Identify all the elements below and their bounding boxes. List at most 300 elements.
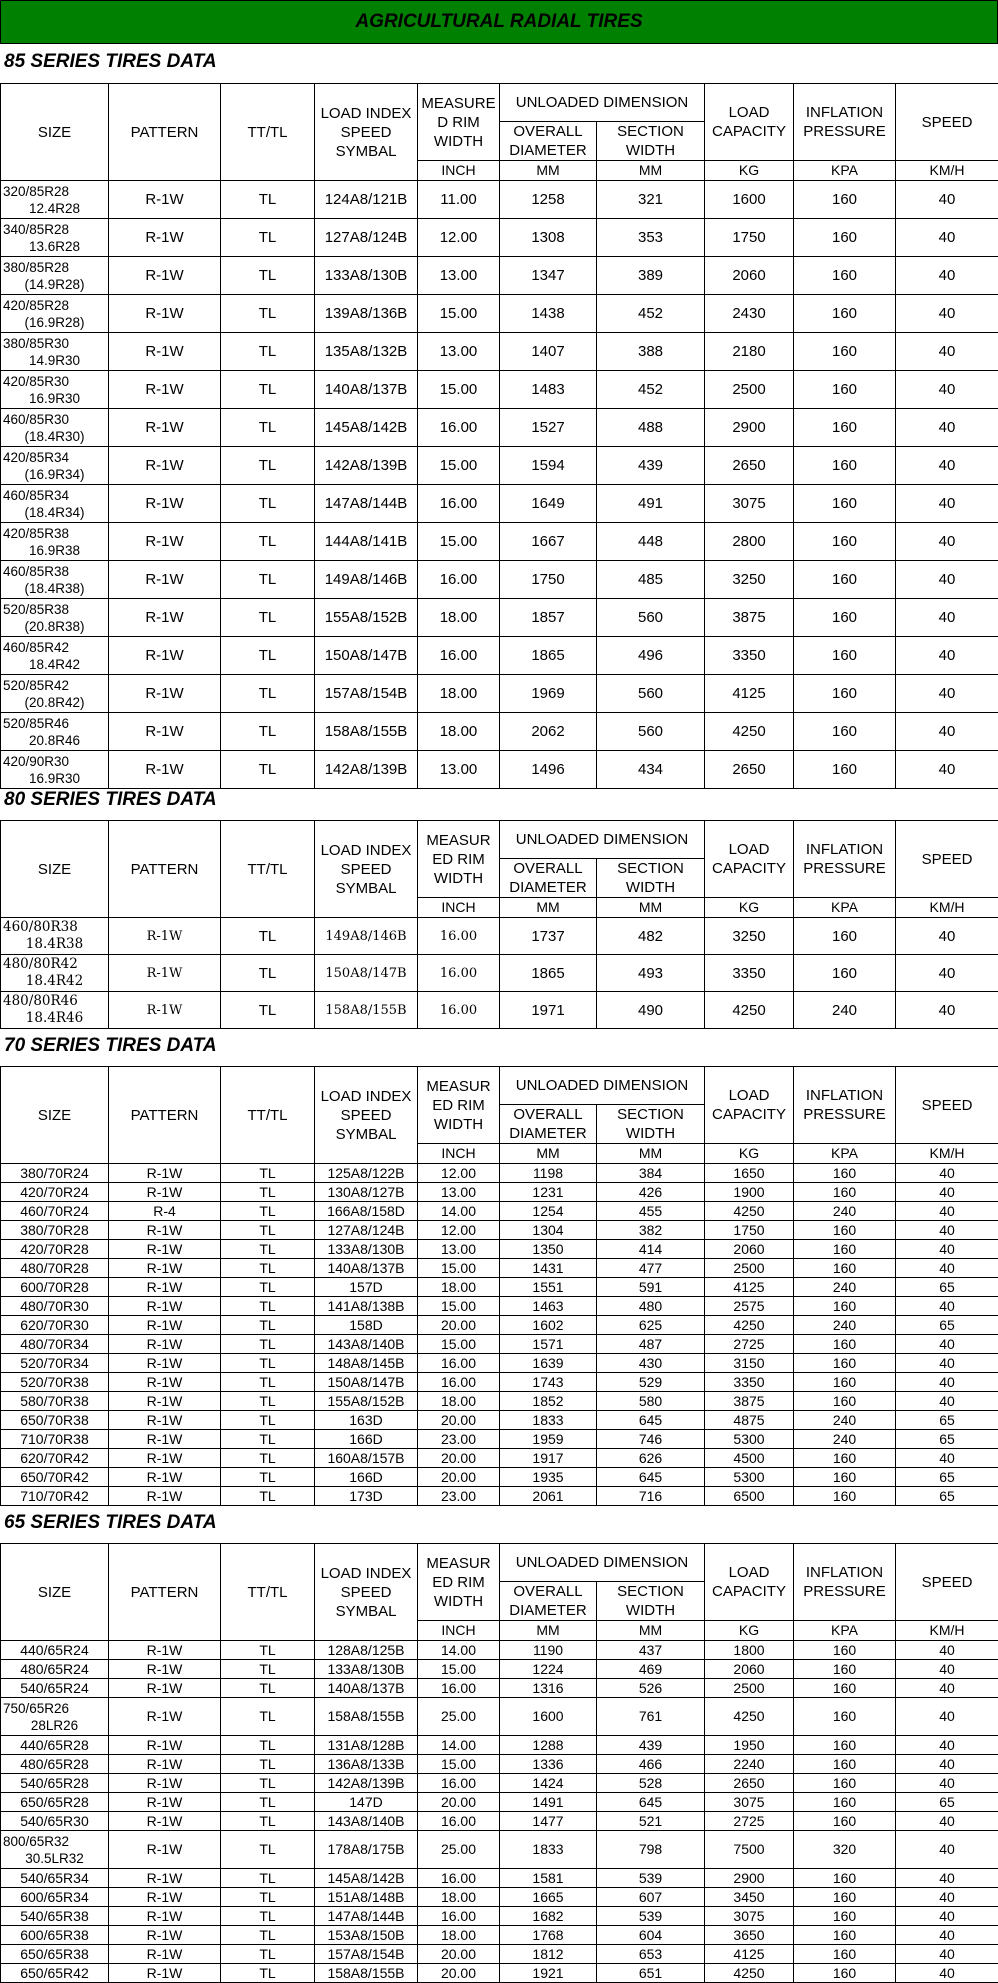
cell-overall-diameter: 1258 [500,181,597,219]
cell-rim-width: 12.00 [418,219,500,257]
cell-pattern: R-1W [109,1392,221,1411]
cell-load-index: 143A8/140B [315,1812,418,1831]
size-alt: 20.8R46 [1,732,108,749]
cell-inflation-pressure: 160 [794,1354,896,1373]
cell-tt-tl: TL [221,1641,315,1660]
cell-tt-tl: TL [221,561,315,599]
table-row [1,1164,998,1183]
cell-rim-width: 16.00 [418,1869,500,1888]
cell-section-width: 430 [597,1354,705,1373]
table-row [1,1430,998,1449]
cell-pattern: R-1W [109,1221,221,1240]
cell-overall-diameter: 1852 [500,1392,597,1411]
cell-inflation-pressure: 160 [794,1259,896,1278]
cell-load-index: 147D [315,1793,418,1812]
cell-rim-width: 15.00 [418,295,500,333]
cell-speed: 40 [896,1907,998,1926]
cell-load-capacity: 4125 [705,1945,794,1964]
cell-section-width: 414 [597,1240,705,1259]
cell-pattern: R-1W [109,1487,221,1506]
cell-rim-width: 16.00 [418,485,500,523]
cell-tt-tl: TL [221,992,315,1029]
table-row [1,1945,998,1964]
header-rim-width: MEASURE D RIM WIDTH [418,84,500,161]
header-size: SIZE [1,1067,109,1164]
cell-size [1,675,109,713]
table-row [1,1926,998,1945]
cell-load-capacity: 1750 [705,1221,794,1240]
cell-overall-diameter: 1424 [500,1774,597,1793]
cell-inflation-pressure: 160 [794,1945,896,1964]
cell-size [1,1831,109,1869]
unit-label: KPA [794,1621,896,1641]
cell-load-capacity: 5300 [705,1430,794,1449]
header-overall-diameter: OVERALL DIAMETER [500,122,597,161]
cell-speed: 40 [896,1297,998,1316]
header-inflation-pressure: INFLATION PRESSURE [794,1544,896,1621]
size-alt: 16.9R30 [1,390,108,407]
cell-size [1,637,109,675]
cell-load-capacity: 4125 [705,675,794,713]
cell-tt-tl: TL [221,1468,315,1487]
cell-tt-tl: TL [221,1831,315,1869]
cell-inflation-pressure: 160 [794,1812,896,1831]
cell-rim-width: 16.00 [418,409,500,447]
cell-size: 480/70R28 [1,1259,109,1278]
cell-load-index: 173D [315,1487,418,1506]
cell-overall-diameter: 1959 [500,1430,597,1449]
cell-overall-diameter: 1231 [500,1183,597,1202]
cell-speed: 40 [896,561,998,599]
cell-tt-tl: TL [221,1487,315,1506]
cell-tt-tl: TL [221,1240,315,1259]
header-pattern: PATTERN [109,821,221,918]
cell-load-index: 133A8/130B [315,1240,418,1259]
cell-tt-tl: TL [221,1812,315,1831]
cell-rim-width: 15.00 [418,1755,500,1774]
unit-label: KPA [794,161,896,181]
table-row [1,1641,998,1660]
cell-overall-diameter: 1921 [500,1964,597,1983]
cell-size [1,295,109,333]
cell-section-width: 455 [597,1202,705,1221]
cell-load-capacity: 4250 [705,992,794,1029]
cell-size: 650/70R42 [1,1468,109,1487]
cell-speed: 40 [896,599,998,637]
cell-rim-width: 13.00 [418,333,500,371]
cell-rim-width: 25.00 [418,1698,500,1736]
cell-load-index: 124A8/121B [315,181,418,219]
header-size: SIZE [1,821,109,918]
cell-load-capacity: 1600 [705,181,794,219]
cell-load-capacity: 7500 [705,1831,794,1869]
cell-pattern: R-1W [109,409,221,447]
cell-overall-diameter: 1649 [500,485,597,523]
cell-overall-diameter: 1833 [500,1411,597,1430]
cell-speed: 40 [896,371,998,409]
cell-tt-tl: TL [221,523,315,561]
cell-size: 460/70R24 [1,1202,109,1221]
table-row [1,1907,998,1926]
cell-rim-width: 16.00 [418,918,500,955]
cell-load-index: 143A8/140B [315,1335,418,1354]
cell-overall-diameter: 1431 [500,1259,597,1278]
cell-rim-width: 18.00 [418,1392,500,1411]
size-metric: 380/85R30 [1,335,108,352]
cell-speed: 40 [896,1755,998,1774]
cell-speed: 40 [896,447,998,485]
cell-tt-tl: TL [221,955,315,992]
cell-speed: 40 [896,1183,998,1202]
cell-load-index: 147A8/144B [315,1907,418,1926]
cell-rim-width: 15.00 [418,447,500,485]
cell-speed: 40 [896,751,998,789]
cell-pattern: R-1W [109,1755,221,1774]
cell-speed: 65 [896,1487,998,1506]
cell-load-capacity: 2180 [705,333,794,371]
cell-size: 600/70R28 [1,1278,109,1297]
cell-pattern: R-1W [109,1430,221,1449]
unit-label: KG [705,1621,794,1641]
cell-inflation-pressure: 160 [794,1641,896,1660]
cell-overall-diameter: 1198 [500,1164,597,1183]
cell-tt-tl: TL [221,1202,315,1221]
unit-label: MM [500,1144,597,1164]
cell-overall-diameter: 1551 [500,1278,597,1297]
table-row [1,1793,998,1812]
header-load-index: LOAD INDEX SPEED SYMBAL [315,84,418,181]
unit-label: MM [597,1621,705,1641]
cell-size: 540/65R24 [1,1679,109,1698]
cell-section-width: 761 [597,1698,705,1736]
tires-table [0,1066,998,1506]
cell-pattern: R-1W [109,1812,221,1831]
table-row [1,637,998,675]
size-alt: (16.9R34) [1,466,108,483]
cell-inflation-pressure: 160 [794,1869,896,1888]
header-size: SIZE [1,84,109,181]
cell-overall-diameter: 1971 [500,992,597,1029]
header-row [1,1544,998,1582]
cell-inflation-pressure: 160 [794,485,896,523]
cell-section-width: 496 [597,637,705,675]
cell-overall-diameter: 1491 [500,1793,597,1812]
size-metric: 460/85R38 [1,563,108,580]
unit-label: KM/H [896,1144,998,1164]
cell-size: 380/70R28 [1,1221,109,1240]
cell-pattern: R-1W [109,295,221,333]
size-alt: 13.6R28 [1,238,108,255]
cell-inflation-pressure: 160 [794,751,896,789]
cell-speed: 40 [896,257,998,295]
cell-load-index: 135A8/132B [315,333,418,371]
cell-rim-width: 18.00 [418,1926,500,1945]
cell-rim-width: 18.00 [418,1888,500,1907]
cell-inflation-pressure: 160 [794,1679,896,1698]
cell-tt-tl: TL [221,1354,315,1373]
cell-load-capacity: 3150 [705,1354,794,1373]
cell-section-width: 528 [597,1774,705,1793]
cell-load-index: 157D [315,1278,418,1297]
cell-rim-width: 13.00 [418,1240,500,1259]
cell-section-width: 645 [597,1793,705,1812]
section-title: 65 SERIES TIRES DATA [4,1508,217,1538]
table-row [1,751,998,789]
cell-speed: 40 [896,1164,998,1183]
cell-section-width: 437 [597,1641,705,1660]
cell-inflation-pressure: 240 [794,1411,896,1430]
cell-section-width: 480 [597,1297,705,1316]
cell-inflation-pressure: 160 [794,523,896,561]
cell-section-width: 452 [597,295,705,333]
cell-rim-width: 20.00 [418,1411,500,1430]
cell-tt-tl: TL [221,1888,315,1907]
table-row [1,992,998,1029]
cell-rim-width: 18.00 [418,675,500,713]
table-row [1,713,998,751]
size-metric: 520/85R46 [1,715,108,732]
cell-tt-tl: TL [221,1964,315,1983]
cell-section-width: 651 [597,1964,705,1983]
cell-speed: 40 [896,1869,998,1888]
cell-pattern: R-1W [109,955,221,992]
cell-inflation-pressure: 160 [794,1335,896,1354]
cell-section-width: 526 [597,1679,705,1698]
cell-section-width: 469 [597,1660,705,1679]
table-row [1,257,998,295]
table-row [1,181,998,219]
cell-inflation-pressure: 160 [794,1468,896,1487]
cell-load-capacity: 3350 [705,955,794,992]
cell-size: 520/70R38 [1,1373,109,1392]
cell-overall-diameter: 2061 [500,1487,597,1506]
cell-size: 540/65R34 [1,1869,109,1888]
size-metric: 420/90R30 [1,753,108,770]
cell-section-width: 625 [597,1316,705,1335]
cell-load-capacity: 2800 [705,523,794,561]
cell-tt-tl: TL [221,1926,315,1945]
table-row [1,1373,998,1392]
cell-load-capacity: 1750 [705,219,794,257]
cell-overall-diameter: 1190 [500,1641,597,1660]
cell-speed: 40 [896,1259,998,1278]
cell-speed: 40 [896,637,998,675]
header-tt-tl: TT/TL [221,1067,315,1164]
cell-overall-diameter: 1483 [500,371,597,409]
cell-overall-diameter: 1477 [500,1812,597,1831]
cell-tt-tl: TL [221,1869,315,1888]
size-metric: 800/65R32 [1,1833,108,1850]
cell-overall-diameter: 1304 [500,1221,597,1240]
header-load-index: LOAD INDEX SPEED SYMBAL [315,1544,418,1641]
header-pattern: PATTERN [109,1544,221,1641]
cell-section-width: 384 [597,1164,705,1183]
header-load-index: LOAD INDEX SPEED SYMBAL [315,821,418,918]
cell-size: 620/70R30 [1,1316,109,1335]
cell-pattern: R-1W [109,1945,221,1964]
cell-section-width: 426 [597,1183,705,1202]
header-rim-width: MEASUR ED RIM WIDTH [418,1067,500,1144]
cell-speed: 40 [896,1831,998,1869]
cell-rim-width: 13.00 [418,1183,500,1202]
cell-pattern: R-1W [109,1278,221,1297]
cell-overall-diameter: 1308 [500,219,597,257]
cell-speed: 40 [896,295,998,333]
table-row [1,1468,998,1487]
cell-overall-diameter: 1336 [500,1755,597,1774]
cell-speed: 40 [896,1373,998,1392]
table-row [1,447,998,485]
cell-load-index: 140A8/137B [315,371,418,409]
cell-pattern: R-1W [109,1373,221,1392]
table-row [1,1354,998,1373]
cell-size: 540/65R38 [1,1907,109,1926]
cell-size [1,992,109,1029]
cell-speed: 65 [896,1793,998,1812]
cell-pattern: R-1W [109,1411,221,1430]
cell-load-index: 130A8/127B [315,1183,418,1202]
cell-size [1,599,109,637]
table-row [1,1831,998,1869]
cell-pattern: R-1W [109,1259,221,1278]
cell-inflation-pressure: 160 [794,637,896,675]
header-section-width: SECTION WIDTH [597,859,705,898]
cell-tt-tl: TL [221,1679,315,1698]
cell-inflation-pressure: 160 [794,713,896,751]
cell-speed: 40 [896,918,998,955]
unit-label: KPA [794,1144,896,1164]
cell-speed: 40 [896,1221,998,1240]
cell-speed: 40 [896,409,998,447]
cell-section-width: 607 [597,1888,705,1907]
cell-inflation-pressure: 160 [794,918,896,955]
cell-tt-tl: TL [221,637,315,675]
cell-pattern: R-1W [109,523,221,561]
cell-inflation-pressure: 160 [794,561,896,599]
cell-size: 480/70R30 [1,1297,109,1316]
size-metric: 420/85R34 [1,449,108,466]
cell-rim-width: 16.00 [418,1812,500,1831]
cell-load-index: 158A8/155B [315,713,418,751]
size-metric: 320/85R28 [1,183,108,200]
size-metric: 460/80R38 [1,919,108,936]
cell-section-width: 560 [597,599,705,637]
size-metric: 460/85R34 [1,487,108,504]
cell-pattern: R-1W [109,333,221,371]
cell-rim-width: 18.00 [418,1278,500,1297]
cell-size: 650/65R38 [1,1945,109,1964]
cell-speed: 40 [896,1449,998,1468]
cell-inflation-pressure: 160 [794,1774,896,1793]
unit-label: KG [705,161,794,181]
cell-section-width: 491 [597,485,705,523]
cell-overall-diameter: 1288 [500,1736,597,1755]
cell-speed: 40 [896,1926,998,1945]
cell-pattern: R-1W [109,1869,221,1888]
cell-rim-width: 16.00 [418,1774,500,1793]
tires-table [0,1543,998,1983]
cell-section-width: 485 [597,561,705,599]
cell-overall-diameter: 1865 [500,955,597,992]
size-metric: 340/85R28 [1,221,108,238]
cell-pattern: R-1W [109,1736,221,1755]
cell-speed: 40 [896,1945,998,1964]
cell-overall-diameter: 1665 [500,1888,597,1907]
cell-overall-diameter: 1407 [500,333,597,371]
cell-pattern: R-1W [109,713,221,751]
cell-load-index: 142A8/139B [315,751,418,789]
cell-load-capacity: 1950 [705,1736,794,1755]
header-overall-diameter: OVERALL DIAMETER [500,859,597,898]
cell-rim-width: 13.00 [418,751,500,789]
cell-pattern: R-1W [109,1449,221,1468]
cell-section-width: 490 [597,992,705,1029]
cell-load-index: 155A8/152B [315,599,418,637]
cell-tt-tl: TL [221,1660,315,1679]
cell-pattern: R-1W [109,1926,221,1945]
size-alt: 14.9R30 [1,352,108,369]
cell-speed: 40 [896,181,998,219]
cell-inflation-pressure: 160 [794,333,896,371]
cell-load-index: 136A8/133B [315,1755,418,1774]
cell-load-capacity: 4250 [705,1964,794,1983]
cell-pattern: R-1W [109,637,221,675]
size-alt: (20.8R38) [1,618,108,635]
table-row [1,485,998,523]
cell-speed: 40 [896,1964,998,1983]
cell-load-capacity: 3075 [705,485,794,523]
cell-speed: 40 [896,523,998,561]
header-section-width: SECTION WIDTH [597,122,705,161]
cell-load-capacity: 1900 [705,1183,794,1202]
unit-label: MM [500,1621,597,1641]
size-alt: 18.4R38 [1,936,108,953]
cell-load-capacity: 2900 [705,409,794,447]
cell-inflation-pressure: 160 [794,1793,896,1812]
cell-tt-tl: TL [221,918,315,955]
cell-tt-tl: TL [221,1316,315,1335]
cell-speed: 40 [896,675,998,713]
cell-overall-diameter: 1935 [500,1468,597,1487]
cell-overall-diameter: 1581 [500,1869,597,1888]
cell-section-width: 389 [597,257,705,295]
cell-load-index: 127A8/124B [315,219,418,257]
unit-label: KM/H [896,161,998,181]
cell-load-index: 153A8/150B [315,1926,418,1945]
unit-label: KPA [794,898,896,918]
cell-load-capacity: 2060 [705,257,794,295]
cell-inflation-pressure: 160 [794,371,896,409]
cell-load-index: 155A8/152B [315,1392,418,1411]
cell-size: 710/70R38 [1,1430,109,1449]
unit-label: KM/H [896,1621,998,1641]
cell-load-capacity: 2060 [705,1240,794,1259]
cell-rim-width: 16.00 [418,1373,500,1392]
cell-overall-diameter: 1743 [500,1373,597,1392]
cell-section-width: 521 [597,1812,705,1831]
cell-inflation-pressure: 160 [794,1164,896,1183]
cell-pattern: R-1W [109,561,221,599]
cell-load-capacity: 2430 [705,295,794,333]
cell-load-index: 141A8/138B [315,1297,418,1316]
table-row [1,1278,998,1297]
cell-pattern: R-1W [109,1888,221,1907]
cell-load-index: 178A8/175B [315,1831,418,1869]
cell-section-width: 321 [597,181,705,219]
cell-section-width: 626 [597,1449,705,1468]
cell-rim-width: 13.00 [418,257,500,295]
cell-tt-tl: TL [221,1907,315,1926]
